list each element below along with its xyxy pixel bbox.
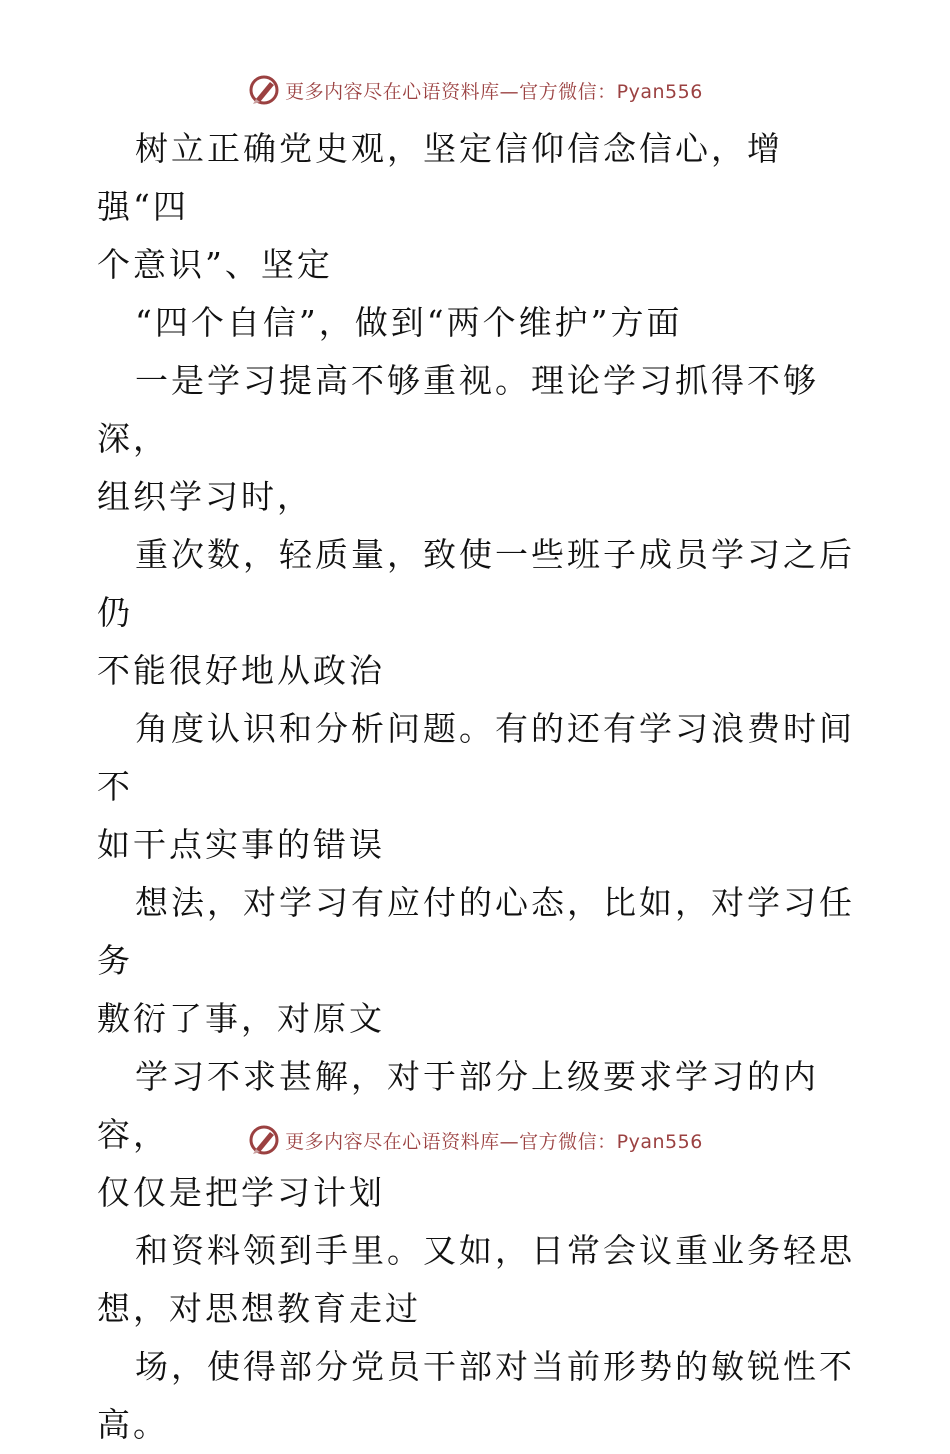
text-line-content: 一是学习提高不够重视。理论学习抓得不够深， [97,361,819,458]
text-line [97,1338,857,1396]
text-line [97,468,857,526]
text-line [97,990,857,1048]
text-line-content: 想法，对学习有应付的心态，比如，对学习任务 [97,883,855,980]
text-line-content: 仅仅是把学习计划 [97,1173,385,1212]
text-line [97,236,857,294]
text-line-content: 敷衍了事，对原文 [97,999,385,1038]
text-line-content: 场，使得部分党员干部对当前形势的敏锐性不 [135,1347,855,1386]
footer-banner-text: 更多内容尽在心语资料库—官方微信：Pyan556 [285,1130,703,1153]
text-line [97,352,857,468]
text-line-content: 角度认识和分析问题。有的还有学习浪费时间不 [97,709,855,806]
text-line-content: 不能很好地从政治 [97,651,385,690]
header-banner [0,73,950,107]
text-line [97,120,857,236]
document-body [97,120,857,1454]
text-line-content: 组织学习时， [97,477,313,516]
text-line [97,874,857,990]
text-line-content: 高。 [97,1405,169,1444]
text-line-content: 和资料领到手里。又如，日常会议重业务轻思 [135,1231,855,1270]
text-line [97,1280,857,1338]
text-line-content: 重次数，轻质量，致使一些班子成员学习之后仍 [97,535,855,632]
header-banner-text: 更多内容尽在心语资料库—官方微信：Pyan556 [285,80,703,103]
text-line [97,816,857,874]
text-line [97,526,857,642]
text-line [97,700,857,816]
text-line [97,1396,857,1454]
text-line-content: 个意识”、坚定 [97,245,333,284]
pen-logo-icon [247,1123,281,1157]
footer-banner [0,1123,950,1157]
text-line [97,1222,857,1280]
text-line [97,1164,857,1222]
pen-logo-icon [247,73,281,107]
text-line [97,642,857,700]
text-line-content: “四个自信”，做到“两个维护”方面 [135,303,683,342]
text-line-content: 如干点实事的错误 [97,825,385,864]
text-line [97,294,857,352]
text-line-content: 树立正确党史观，坚定信仰信念信心，增强“四 [97,129,783,226]
text-line-content: 学习不求甚解，对于部分上级要求学习的内容， [97,1057,819,1154]
text-line-content: 想，对思想教育走过 [97,1289,421,1328]
